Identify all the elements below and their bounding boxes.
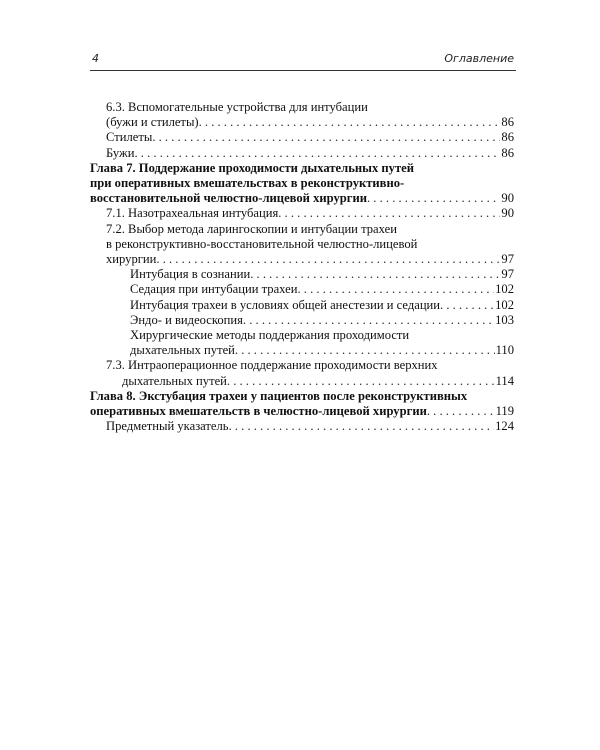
toc-entry-obshchaya-anesteziya — [90, 298, 514, 313]
toc-entry-text: 7.2. Выбор метода ларингоскопии и интубации трахеи — [106, 221, 397, 236]
page-number: 4 — [92, 52, 99, 65]
toc-entry-text: Глава 8. Экстубация трахеи у пациентов после реконструктивных — [90, 388, 468, 403]
toc-entry-text: 7.1. Назотрахеальная интубация — [106, 206, 279, 221]
header-rule — [90, 70, 516, 71]
toc-entry-text: Седация при интубации трахеи — [130, 282, 298, 297]
dot-leader — [250, 267, 500, 282]
toc-entry-text: 7.3. Интраоперационное поддержание проходимости верхних — [106, 358, 438, 373]
toc-page-number: 114 — [495, 373, 514, 388]
toc-page-number: 119 — [495, 404, 514, 419]
toc-page-number: 97 — [501, 267, 514, 282]
toc-entry-text: дыхательных путей — [122, 373, 227, 388]
dot-leader — [278, 206, 500, 221]
toc-entry-7-1 — [90, 206, 514, 221]
dot-leader — [427, 404, 495, 419]
toc-entry-7-2 — [90, 222, 514, 268]
toc-page-number: 103 — [495, 312, 514, 327]
toc-entry-sedatsiya — [90, 282, 514, 297]
toc-entry-text: Бужи — [106, 145, 135, 160]
dot-leader — [367, 191, 500, 206]
toc-entry-text: Интубация в сознании — [130, 267, 251, 282]
toc-page-number: 86 — [501, 115, 514, 130]
toc-entry-text: 6.3. Вспомогательные устройства для интубации — [106, 100, 368, 114]
toc-entry-khirurgicheskie-metody — [90, 328, 514, 358]
dot-leader — [235, 343, 495, 358]
toc-page-number: 110 — [495, 343, 514, 358]
dot-leader — [156, 252, 500, 267]
toc-entry-intubatsiya-v-soznanii — [90, 267, 514, 282]
running-title: Оглавление — [444, 52, 514, 65]
toc-entry-text: Стилеты — [106, 130, 153, 145]
toc-page-number: 90 — [501, 191, 514, 206]
table-of-contents — [90, 100, 514, 434]
toc-entry-7-3 — [90, 358, 514, 388]
toc-page-number: 90 — [501, 206, 514, 221]
toc-page-number: 102 — [495, 297, 514, 312]
dot-leader — [227, 374, 495, 389]
dot-leader — [243, 313, 494, 328]
toc-entry-predmetnyi-ukazatel — [90, 419, 514, 434]
toc-page-number: 86 — [501, 145, 514, 160]
toc-entry-text: восстановительной челюстно-лицевой хирургии — [90, 191, 367, 206]
dot-leader — [135, 146, 501, 161]
toc-entry-text: оперативных вмешательств в челюстно-лицевой хирургии — [90, 404, 427, 419]
toc-entry-endoskopiya — [90, 313, 514, 328]
toc-chapter-8 — [90, 389, 514, 419]
running-header — [90, 50, 514, 68]
toc-entry-stilety — [90, 130, 514, 145]
toc-page-number: 102 — [495, 282, 514, 297]
toc-entry-text: (бужи и стилеты) — [106, 115, 199, 130]
toc-entry-text: в реконструктивно-восстановительной челюстно-лицевой — [106, 236, 418, 251]
dot-leader — [152, 130, 500, 145]
toc-entry-text: Интубация трахеи в условиях общей анестезии и седации — [130, 297, 441, 312]
toc-entry-6-3 — [90, 100, 514, 130]
toc-entry-text: Хирургические методы поддержания проходимости — [130, 328, 410, 343]
toc-entry-text: Предметный указатель — [106, 419, 229, 434]
toc-page-number: 97 — [501, 252, 514, 267]
toc-chapter-7 — [90, 161, 514, 207]
toc-entry-text: дыхательных путей — [130, 343, 235, 358]
toc-page-number: 86 — [501, 130, 514, 145]
toc-entry-text: Эндо- и видеоскопия — [130, 312, 243, 327]
toc-entry-buzhi — [90, 146, 514, 161]
dot-leader — [199, 115, 501, 130]
dot-leader — [229, 419, 495, 434]
toc-page-number: 124 — [495, 419, 514, 434]
dot-leader — [298, 282, 495, 297]
toc-entry-text: Глава 7. Поддержание проходимости дыхательных путей — [90, 160, 414, 175]
dot-leader — [440, 298, 494, 313]
toc-entry-text: хирургии — [106, 252, 157, 267]
toc-entry-text: при оперативных вмешательствах в реконструктивно- — [90, 176, 405, 191]
